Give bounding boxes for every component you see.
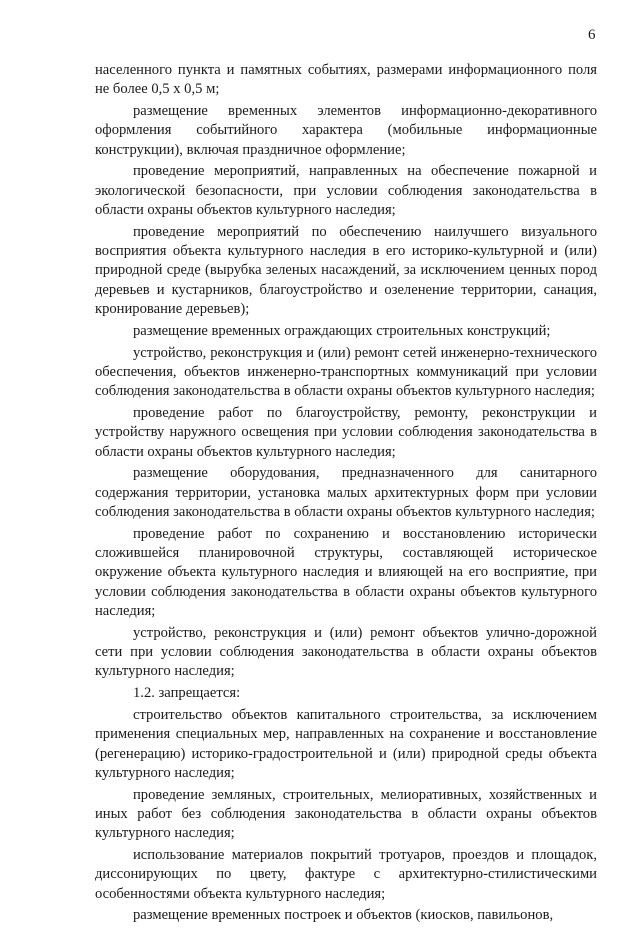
paragraph: проведение работ по благоустройству, ремонту, реконструкции и устройству наружного освещения при условии соблюдения законодательства в области охраны объектов культурного наследия; bbox=[95, 405, 597, 460]
paragraph: размещение временных ограждающих строительных конструкций; bbox=[133, 322, 551, 339]
section-heading: 1.2. запрещается: bbox=[133, 685, 241, 702]
paragraph: населенного пункта и памятных событиях, размерами информационного поля не более 0,5 х 0,5 м; bbox=[95, 62, 597, 98]
paragraph: использование материалов покрытий тротуаров, проездов и площадок, диссонирующих по цвету, фактуре с архитектурно-стилистическими особенностями объекта культурного наследия; bbox=[95, 847, 597, 902]
paragraph: проведение мероприятий, направленных на обеспечение пожарной и экологической безопасности, при условии соблюдения законодательства в области охраны объектов культурного наследия; bbox=[95, 163, 597, 219]
paragraph: устройство, реконструкция и (или) ремонт объектов улично-дорожной сети при условии соблюдения законодательства в области охраны объектов культурного наследия; bbox=[95, 624, 597, 680]
paragraph: устройство, реконструкция и (или) ремонт сетей инженерно-технического обеспечения, объектов инженерно-транспортных коммуникаций при условии соблюдения законодательства в области охраны объектов культурного наследия; bbox=[95, 344, 597, 400]
paragraph: проведение мероприятий по обеспечению наилучшего визуального восприятия объекта культурного наследия в его историко-культурной и (или) природной среде (вырубка зеленых насаждений, за исключением ценных пород деревьев и кустарников, благоустройство и озеленение территории, санация, кронирование деревьев); bbox=[95, 223, 597, 318]
paragraph: размещение временных построек и объектов (киосков, павильонов, bbox=[133, 907, 554, 924]
paragraph: проведение работ по сохранению и восстановлению исторически сложившейся планировочной структуры, составляющей историческое окружение объекта культурного наследия и влияющей на его восприятие, при условии соблюдения законодательства в области охраны объектов культурного наследия; bbox=[95, 525, 597, 620]
paragraph: проведение земляных, строительных, мелиоративных, хозяйственных и иных работ без соблюдения законодательства в области охраны объектов культурного наследия; bbox=[95, 786, 597, 842]
page-number: 6 bbox=[588, 27, 596, 43]
document-body bbox=[95, 61, 597, 928]
paragraph: размещение временных элементов информационно-декоративного оформления событийного характера (мобильные информационные конструкции), включая праздничное оформление; bbox=[95, 103, 597, 158]
paragraph: размещение оборудования, предназначенного для санитарного содержания территории, установка малых архитектурных форм при условии соблюдения законодательства в области охраны объектов культурного наследия; bbox=[95, 465, 597, 521]
paragraph: строительство объектов капитального строительства, за исключением применения специальных мер, направленных на сохранение и восстановление (регенерацию) историко-градостроительной и (или) природной среды объекта культурного наследия; bbox=[95, 707, 597, 781]
